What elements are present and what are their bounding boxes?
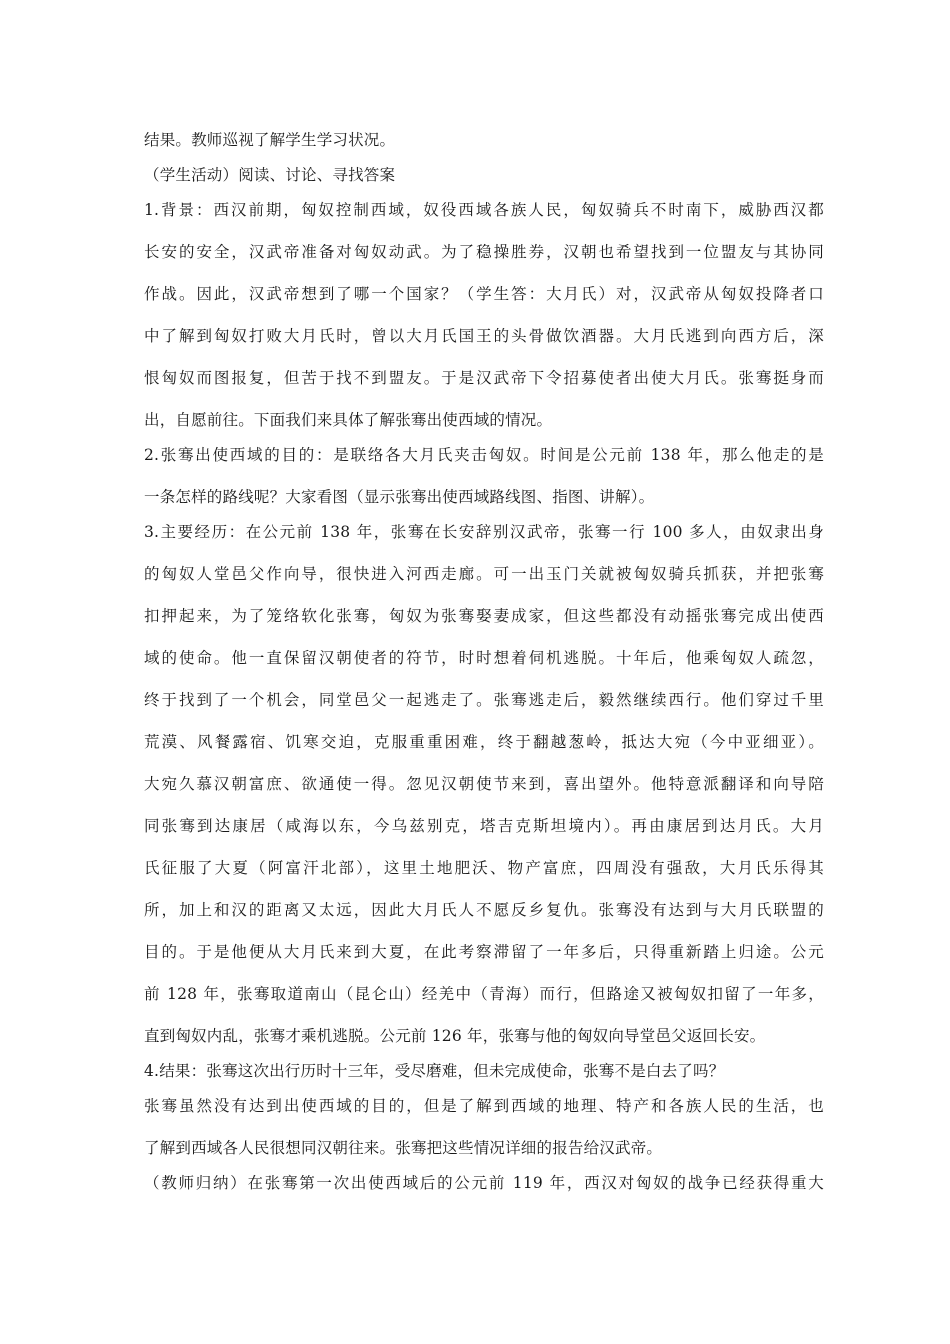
text-line: 3.主要经历：在公元前 138 年，张骞在长安辞别汉武帝，张骞一行 100 多人，由奴隶出身 (144, 523, 824, 541)
text-line: 荒漠、风餐露宿、饥寒交迫，克服重重困难，终于翻越葱岭，抵达大宛（今中亚细亚）。 (144, 733, 824, 751)
text-line: 张骞虽然没有达到出使西域的目的，但是了解到西域的地理、特产和各族人民的生活，也 (144, 1097, 824, 1115)
text-line: 域的使命。他一直保留汉朝使者的符节，时时想着伺机逃脱。十年后，他乘匈奴人疏忽， (144, 649, 824, 667)
text-line: 直到匈奴内乱，张骞才乘机逃脱。公元前 126 年，张骞与他的匈奴向导堂邑父返回长安。 (144, 1027, 766, 1045)
text-line: 作战。因此，汉武帝想到了哪一个国家？（学生答：大月氏）对，汉武帝从匈奴投降者口 (144, 285, 824, 303)
text-line: 中了解到匈奴打败大月氏时，曾以大月氏国王的头骨做饮酒器。大月氏逃到向西方后，深 (144, 327, 824, 345)
text-line: 的匈奴人堂邑父作向导，很快进入河西走廊。可一出玉门关就被匈奴骑兵抓获，并把张骞 (144, 565, 824, 583)
text-line: 终于找到了一个机会，同堂邑父一起逃走了。张骞逃走后，毅然继续西行。他们穿过千里 (144, 691, 824, 709)
text-line: 出，自愿前往。下面我们来具体了解张骞出使西域的情况。 (144, 411, 553, 429)
text-line: 结果。教师巡视了解学生学习状况。 (144, 131, 396, 149)
text-line: 恨匈奴而图报复，但苦于找不到盟友。于是汉武帝下令招募使者出使大月氏。张骞挺身而 (144, 369, 824, 387)
text-line: 1.背景：西汉前期，匈奴控制西域，奴役西域各族人民，匈奴骑兵不时南下，威胁西汉都 (144, 201, 824, 219)
text-line: 一条怎样的路线呢？大家看图（显示张骞出使西域路线图、指图、讲解）。 (144, 488, 655, 506)
text-line: 4.结果：张骞这次出行历时十三年，受尽磨难，但未完成使命，张骞不是白去了吗？ (144, 1062, 725, 1080)
text-line: 长安的安全，汉武帝准备对匈奴动武。为了稳操胜券，汉朝也希望找到一位盟友与其协同 (144, 243, 824, 261)
text-line: 大宛久慕汉朝富庶、欲通使一得。忽见汉朝使节来到，喜出望外。他特意派翻译和向导陪 (144, 775, 824, 793)
text-line: 2.张骞出使西域的目的：是联络各大月氏夹击匈奴。时间是公元前 138 年，那么他走的是 (144, 446, 824, 464)
text-line: 扣押起来，为了笼络软化张骞，匈奴为张骞娶妻成家，但这些都没有动摇张骞完成出使西 (144, 607, 824, 625)
text-line: （学生活动）阅读、讨论、寻找答案 (144, 166, 396, 184)
text-line: 氏征服了大夏（阿富汗北部），这里土地肥沃、物产富庶，四周没有强敌，大月氏乐得其 (144, 859, 824, 877)
text-line: 了解到西域各人民很想同汉朝往来。张骞把这些情况详细的报告给汉武帝。 (144, 1139, 663, 1157)
text-line: 同张骞到达康居（咸海以东，今乌兹别克，塔吉克斯坦境内）。再由康居到达月氏。大月 (144, 817, 824, 835)
text-line: 目的。于是他便从大月氏来到大夏，在此考察滞留了一年多后，只得重新踏上归途。公元 (144, 943, 824, 961)
text-line: （教师归纳）在张骞第一次出使西域后的公元前 119 年，西汉对匈奴的战争已经获得重大 (144, 1174, 824, 1192)
text-line: 前 128 年，张骞取道南山（昆仑山）经羌中（青海）而行，但路途又被匈奴扣留了一年多， (144, 985, 824, 1003)
text-line: 所，加上和汉的距离又太远，因此大月氏人不愿反乡复仇。张骞没有达到与大月氏联盟的 (144, 901, 824, 919)
